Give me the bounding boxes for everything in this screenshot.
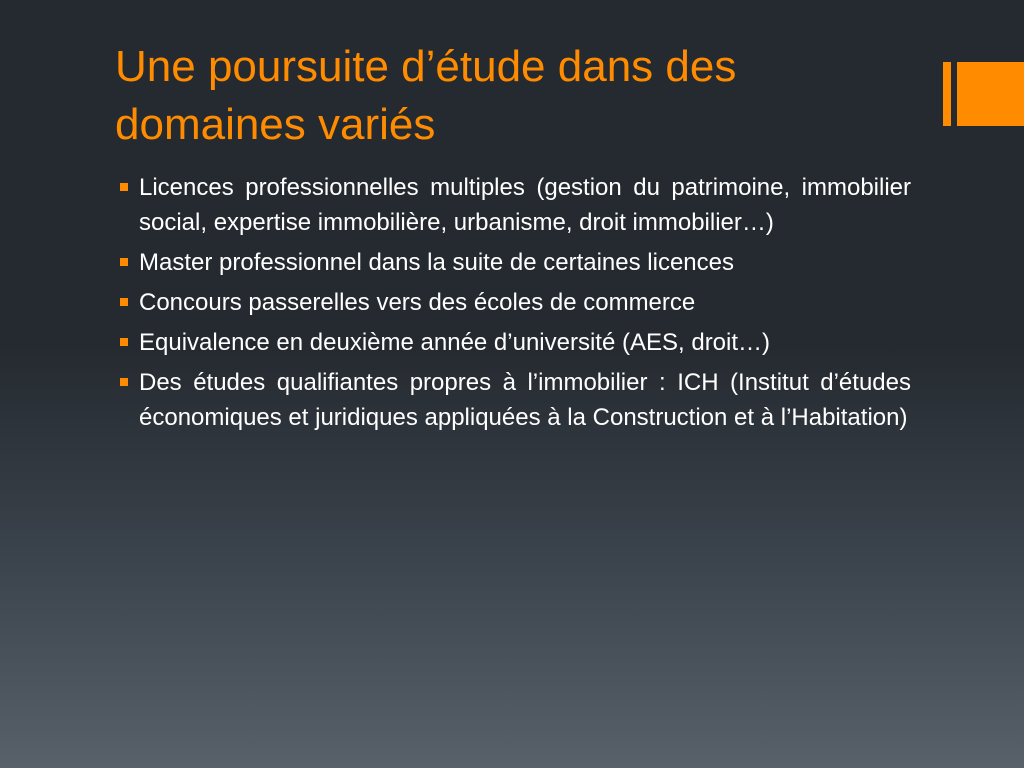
bullet-text: Concours passerelles vers des écoles de commerce bbox=[139, 289, 696, 316]
bullet-text: Licences professionnelles multiples (gestion du patrimoine, immobilier social, expertise immobilière, urbanisme, droit immobilier…) bbox=[139, 174, 911, 236]
bullet-text: Equivalence en deuxième année d’université (AES, droit…) bbox=[139, 329, 771, 356]
square-bullet-icon bbox=[120, 258, 128, 266]
bullet-item bbox=[118, 245, 911, 280]
bullet-item bbox=[118, 365, 911, 435]
square-bullet-icon bbox=[120, 378, 128, 386]
bullet-text: Des études qualifiantes propres à l’immobilier : ICH (Institut d’études économiques et juridiques appliquées à la Construction et à l’Habitation) bbox=[139, 369, 911, 431]
square-bullet-icon bbox=[120, 183, 128, 191]
bullet-item bbox=[118, 170, 911, 240]
bullet-item bbox=[118, 325, 911, 360]
square-bullet-icon bbox=[120, 338, 128, 346]
bullet-list bbox=[118, 170, 911, 440]
accent-thick-bar bbox=[957, 62, 1024, 126]
bullet-item bbox=[118, 285, 911, 320]
square-bullet-icon bbox=[120, 298, 128, 306]
bullet-text: Master professionnel dans la suite de certaines licences bbox=[139, 249, 734, 276]
slide-title: Une poursuite d’étude dans des domaines variés bbox=[115, 42, 737, 149]
accent-thin-bar bbox=[943, 62, 951, 126]
